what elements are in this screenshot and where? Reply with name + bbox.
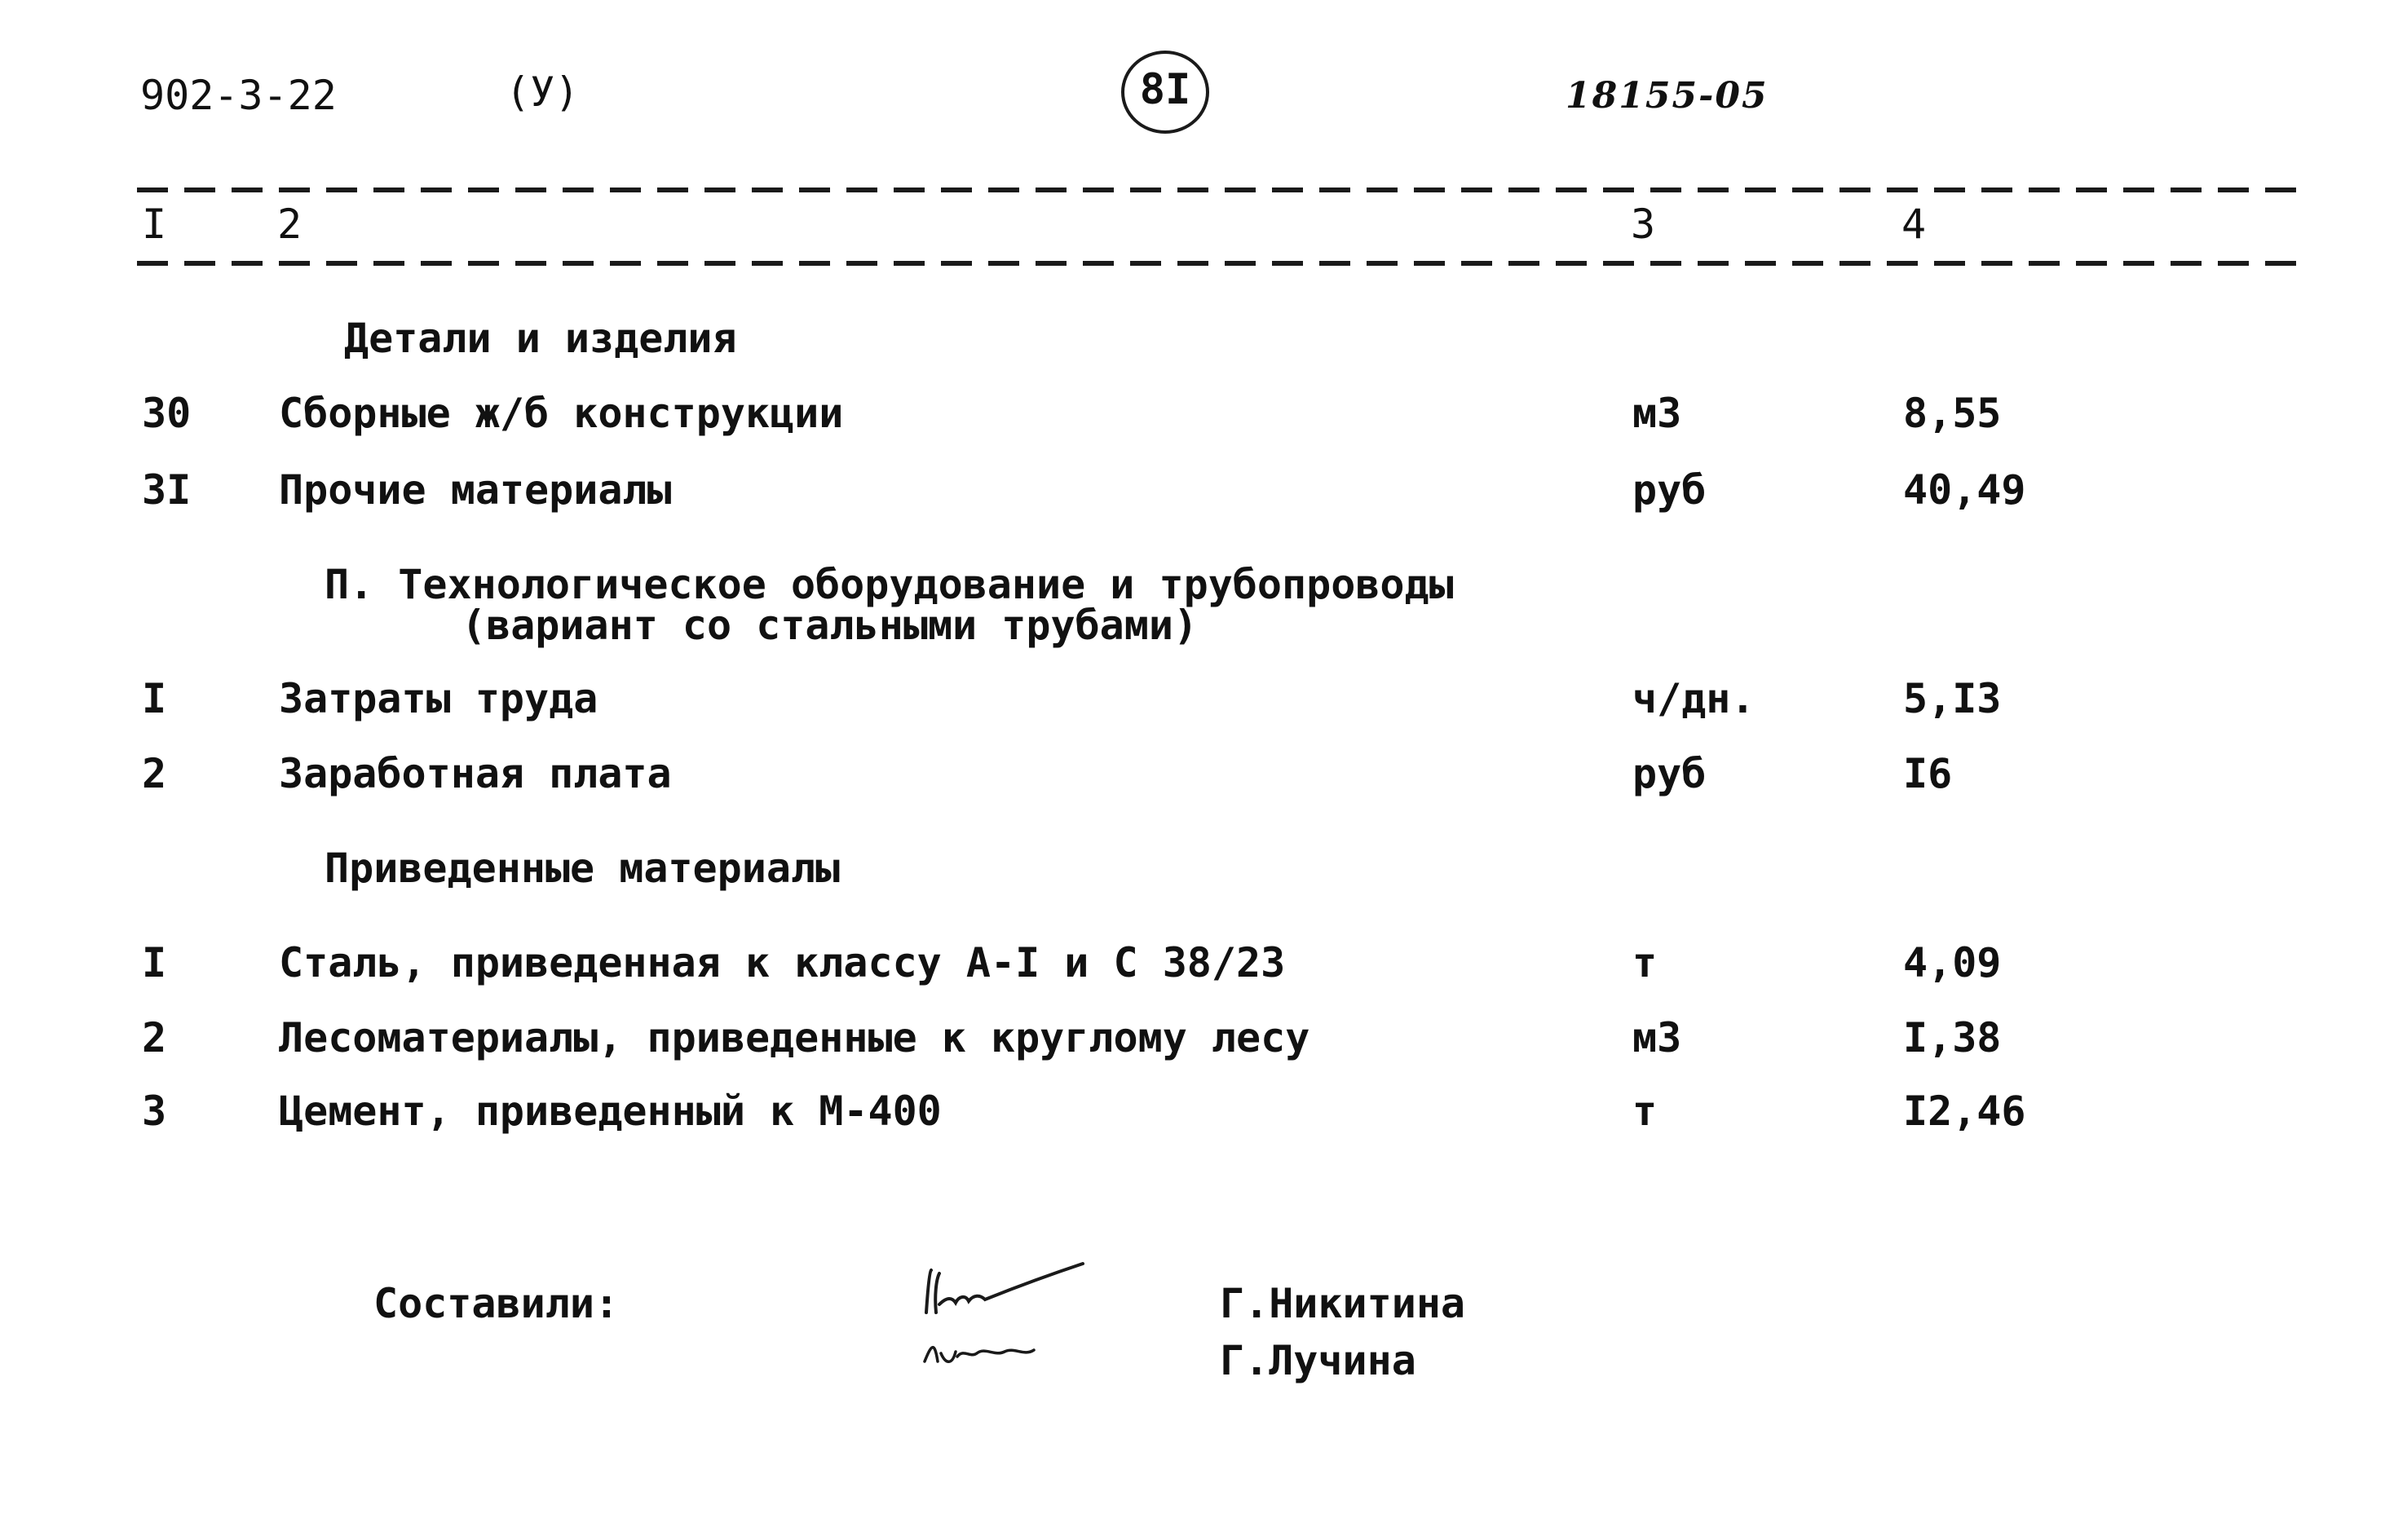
- row-unit: ч/дн.: [1632, 675, 1756, 722]
- variant-mark: (У): [506, 68, 580, 116]
- row-number: 2: [142, 750, 167, 797]
- row-name: Затраты труда: [279, 675, 598, 722]
- row-number: I: [142, 939, 167, 986]
- signatory-name: Г.Лучина: [1220, 1337, 1416, 1384]
- section-title: Детали и изделия: [344, 315, 737, 362]
- row-value: 4,09: [1903, 939, 2002, 986]
- row-unit: т: [1632, 939, 1658, 986]
- row-number: 2: [142, 1014, 167, 1061]
- section-subtitle: (вариант со стальными трубами): [462, 602, 1199, 649]
- signatory-name: Г.Никитина: [1220, 1280, 1466, 1327]
- column-header-4: 4: [1901, 201, 1927, 248]
- document-code: 902-3-22: [140, 72, 337, 119]
- row-value: I2,46: [1903, 1088, 2026, 1135]
- header-bottom-rule: [137, 261, 2299, 266]
- row-unit: т: [1632, 1088, 1658, 1135]
- row-value: 40,49: [1903, 466, 2026, 514]
- archive-number: 18155-05: [1566, 75, 1769, 117]
- row-name: Сборные ж/б конструкции: [279, 390, 844, 437]
- row-value: I,38: [1903, 1014, 2002, 1061]
- row-unit: руб: [1632, 750, 1707, 797]
- column-header-1: I: [142, 201, 167, 248]
- header-top-rule: [137, 188, 2299, 192]
- row-name: Прочие материалы: [279, 466, 672, 514]
- page-number: 8I: [1139, 65, 1191, 114]
- compiled-by-label: Составили:: [373, 1280, 620, 1327]
- column-header-3: 3: [1631, 201, 1656, 248]
- row-name: Цемент, приведенный к М-400: [279, 1088, 942, 1135]
- signature-nikitina: [920, 1255, 1099, 1337]
- row-name: Заработная плата: [279, 750, 672, 797]
- row-value: 8,55: [1903, 390, 2002, 437]
- row-number: 3: [142, 1088, 167, 1135]
- row-unit: м3: [1632, 1014, 1682, 1061]
- section-title: Приведенные материалы: [325, 845, 841, 892]
- column-header-2: 2: [277, 201, 303, 248]
- row-value: 5,I3: [1903, 675, 2002, 722]
- row-number: 30: [142, 390, 192, 437]
- row-unit: руб: [1632, 466, 1707, 514]
- row-number: I: [142, 675, 167, 722]
- section-title: П. Технологическое оборудование и трубопроводы: [325, 561, 1454, 608]
- row-unit: м3: [1632, 390, 1682, 437]
- signature-luchina: [920, 1329, 1050, 1378]
- row-name: Лесоматериалы, приведенные к круглому лесу: [279, 1014, 1310, 1061]
- row-number: 3I: [142, 466, 192, 514]
- row-name: Сталь, приведенная к классу А-I и С 38/23: [279, 939, 1286, 986]
- row-value: I6: [1903, 750, 1953, 797]
